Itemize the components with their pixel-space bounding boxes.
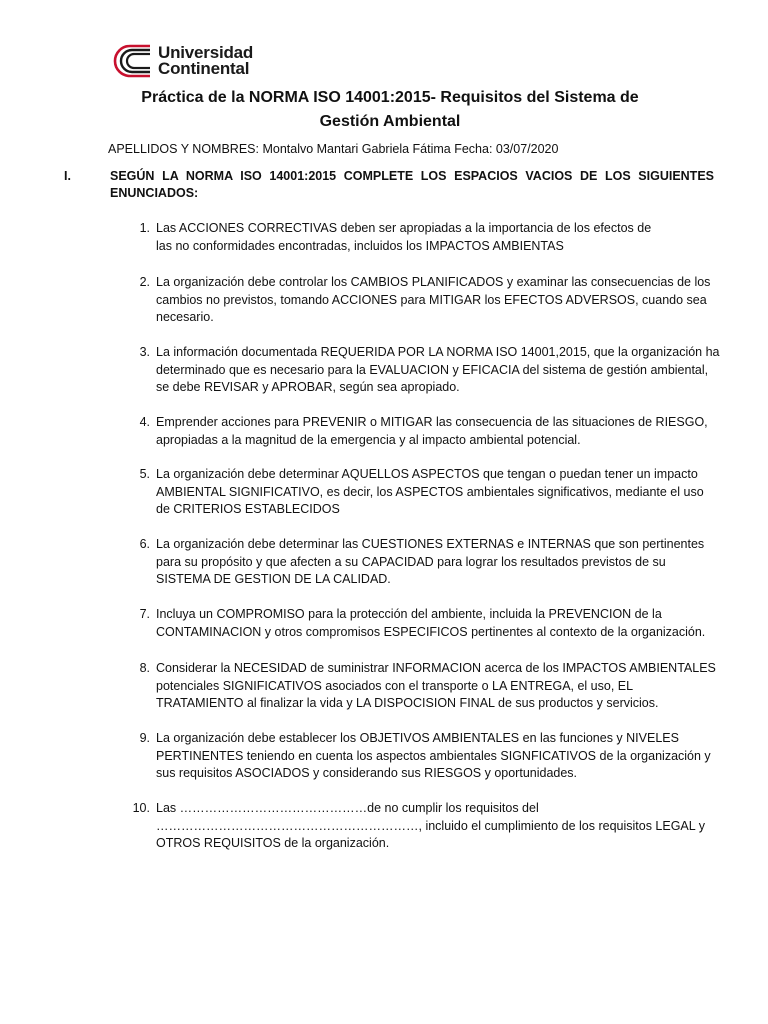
logo-line-2: Continental	[158, 59, 250, 78]
list-item	[130, 466, 720, 519]
list-item	[130, 344, 720, 397]
item-number: 6.	[139, 537, 150, 551]
continental-logo-icon	[108, 44, 152, 78]
list-item	[130, 800, 720, 853]
item-text: Las ………………………………………de no cumplir los requisitos del ………………………………………………………, incluido el cumplimiento de los requisitos LEGAL y OTROS REQUISITOS de la organización.	[156, 801, 705, 850]
title-line-1: Práctica de la NORMA ISO 14001:2015- Requisitos del Sistema de	[141, 89, 639, 106]
list-item	[130, 660, 720, 713]
list-item	[130, 606, 720, 641]
item-text: La organización debe establecer los OBJETIVOS AMBIENTALES en las funciones y NIVELES PERTINENTES teniendo en cuenta los aspectos ambientales SIGNFICATIVOS de la organización y sus requisitos ASOCIADOS y considerando sus RIESGOS y oportunidades.	[156, 731, 711, 780]
item-text: Emprender acciones para PREVENIR o MITIGAR las consecuencia de las situaciones de RIESGO, apropiadas a la magnitud de la emergencia y al impacto ambiental potencial.	[156, 415, 708, 447]
section-heading	[64, 168, 714, 202]
item-number: 8.	[139, 661, 150, 675]
logo-line-1: Universidad	[158, 43, 254, 62]
item-text: La información documentada REQUERIDA POR LA NORMA ISO 14001,2015, que la organización ha determinado que es necesario para la EVALUACION y EFICACIA del sistema de gestión ambiental, se debe REVISAR y APROBAR, según sea apropiado.	[156, 345, 720, 394]
item-number: 4.	[139, 415, 150, 429]
title-line-2: Gestión Ambiental	[319, 113, 461, 130]
list-item	[130, 730, 720, 783]
section-number: I.	[64, 169, 71, 183]
item-number: 9.	[139, 731, 150, 745]
document-title	[100, 86, 680, 134]
item-number: 2.	[139, 275, 150, 289]
item-number: 5.	[139, 467, 150, 481]
item-text: La organización debe controlar los CAMBIOS PLANIFICADOS y examinar las consecuencias de los cambios no previstos, tomando ACCIONES para MITIGAR los EFECTOS ADVERSOS, cuando sea necesario.	[156, 275, 711, 324]
university-logo	[108, 44, 253, 78]
item-number: 1.	[139, 221, 150, 235]
item-text: Incluya un COMPROMISO para la protección del ambiente, incluida la PREVENCION de la CONTAMINACION y otros compromisos ESPECIFICOS pertinentes al contexto de la organización.	[156, 607, 706, 639]
list-item	[130, 220, 720, 255]
item-text: La organización debe determinar AQUELLOS ASPECTOS que tengan o puedan tener un impacto AMBIENTAL SIGNIFICATIVO, es decir, los ASPECTOS ambientales significativos, mediante el uso de CRITERIOS ESTABLECIDOS	[156, 467, 704, 516]
item-number: 10.	[132, 801, 150, 815]
item-text: Las ACCIONES CORRECTIVAS deben ser apropiadas a la importancia de los efectos de las no conformidades encontradas, incluidos los IMPACTOS AMBIENTAS	[156, 221, 652, 253]
section-text: SEGÚN LA NORMA ISO 14001:2015 COMPLETE LOS ESPACIOS VACIOS DE LOS SIGUIENTES ENUNCIADOS:	[110, 169, 714, 200]
item-number: 3.	[139, 345, 150, 359]
list-item	[130, 414, 720, 449]
list-item	[130, 274, 720, 327]
student-info: APELLIDOS Y NOMBRES: Montalvo Mantari Gabriela Fátima Fecha: 03/07/2020	[108, 142, 559, 156]
item-number: 7.	[139, 607, 150, 621]
item-text: La organización debe determinar las CUESTIONES EXTERNAS e INTERNAS que son pertinentes para su propósito y que afecten a su CAPACIDAD para lograr los resultados previstos de su SISTEMA DE GESTION DE LA CALIDAD.	[156, 537, 705, 586]
list-item	[130, 536, 720, 589]
item-text: Considerar la NECESIDAD de suministrar INFORMACION acerca de los IMPACTOS AMBIENTALES potenciales SIGNIFICATIVOS asociados con el transporte o LA ENTREGA, el uso, EL TRATAMIENTO al finalizar la vida y LA DISPOCISION FINAL de sus productos y servicios.	[156, 661, 716, 710]
